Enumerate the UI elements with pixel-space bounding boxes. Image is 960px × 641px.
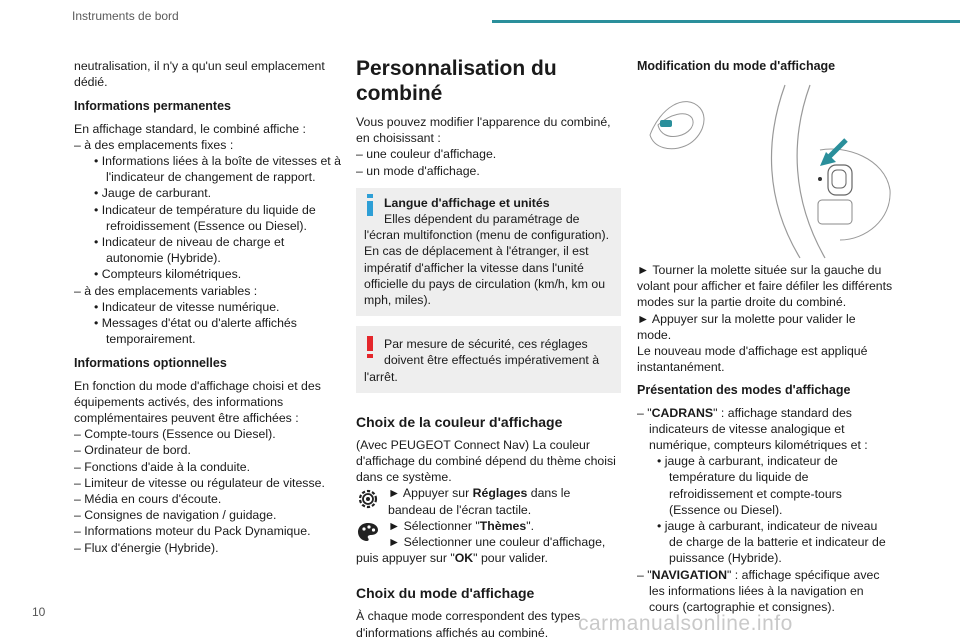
display-color-intro: (Avec PEUGEOT Connect Nav) La couleur d'affichage du combiné dépend du thème choisi dans ce système.	[356, 437, 616, 485]
step-turn-wheel: ► Tourner la molette située sur la gauche du volant pour afficher et faire défiler les différents modes sur la partie droite du combiné.	[637, 263, 893, 310]
step-press-wheel: ► Appuyer sur la molette pour valider le mode.	[637, 311, 856, 342]
mode-nav-name: NAVIGATION	[651, 567, 727, 582]
warning-text-continued: l'arrêt.	[364, 369, 398, 384]
warning-icon	[365, 336, 375, 358]
header-accent-bar	[492, 20, 960, 23]
step-settings-bold: Réglages	[472, 486, 528, 501]
info-box-text: Elles dépendent du paramétrage de	[384, 212, 580, 227]
optional-item: – Média en cours d'écoute.	[74, 492, 222, 507]
variable-subitem: • Indicateur de vitesse numérique.	[94, 299, 280, 314]
mode-dials-name: CADRANS	[651, 405, 714, 420]
mode-dials-desc: " : affichage standard des indicateurs de vitesse analogique et numérique, compteurs kilométriques et :	[649, 405, 868, 453]
fixed-subitem: • Jauge de carburant.	[94, 186, 212, 201]
mode-nav-pre: – "	[637, 567, 652, 582]
palette-icon	[356, 520, 380, 544]
step-settings	[356, 485, 621, 517]
step-settings-pre: ► Appuyer sur	[388, 486, 473, 501]
optional-item: – Compte-tours (Essence ou Diesel).	[74, 427, 276, 442]
permanent-intro: En affichage standard, le combiné affiche :	[74, 121, 306, 136]
mode-nav-desc: " : affichage spécifique avec les informations liées à la navigation en cours (cartographie et consignes).	[649, 567, 880, 615]
step-validate-bold: OK	[454, 551, 474, 566]
column-right-text	[637, 262, 893, 615]
info-box-text-continued: l'écran multifonction (menu de configuration). En cas de déplacement à l'étranger, il est impératif d'afficher la vitesse dans l'unité officielle du pays de circulation (km/h, km ou mph, miles).	[364, 228, 609, 308]
step-result: Le nouveau mode d'affichage est appliqué instantanément.	[637, 344, 868, 375]
step-themes-pre: ► Sélectionner "	[388, 518, 480, 533]
heading-permanent-info: Informations permanentes	[74, 99, 231, 114]
optional-item: – Fonctions d'aide à la conduite.	[74, 459, 250, 474]
step-themes-bold: Thèmes	[479, 518, 527, 533]
intro-item: – un mode d'affichage.	[356, 163, 480, 178]
info-box-language	[356, 188, 621, 316]
step-validate-post: " pour valider.	[473, 551, 548, 566]
optional-item: – Ordinateur de bord.	[74, 443, 191, 458]
step-validate-pre: puis appuyer sur "	[356, 551, 455, 566]
display-mode-intro: À chaque mode correspondent des types d'informations affichés au combiné.	[356, 609, 581, 640]
optional-intro: En fonction du mode d'affichage choisi et des équipements activés, des informations complémentaires peuvent être affichées :	[74, 378, 321, 426]
column-left	[74, 58, 342, 556]
step-select-color: ► Sélectionner une couleur d'affichage,	[388, 535, 606, 550]
variable-subitem: • Messages d'état ou d'alerte affichés temporairement.	[94, 316, 297, 347]
customization-intro: Vous pouvez modifier l'apparence du combiné, en choisissant :	[356, 115, 611, 146]
optional-item: – Flux d'énergie (Hybride).	[74, 540, 219, 555]
step-settings-post: dans le bandeau de l'écran tactile.	[388, 486, 571, 517]
heading-change-mode: Modification du mode d'affichage	[637, 59, 836, 73]
info-icon	[365, 194, 375, 216]
fixed-subitem: • Indicateur de température du liquide de refroidissement (Essence ou Diesel).	[94, 202, 316, 233]
fixed-locations-item: – à des emplacements fixes :	[74, 137, 234, 152]
gear-icon	[356, 487, 380, 511]
column-right	[637, 58, 893, 80]
fixed-subitem: • Indicateur de niveau de charge et autonomie (Hybride).	[94, 235, 285, 266]
steering-wheel-illustration	[640, 80, 892, 260]
fixed-subitem: • Informations liées à la boîte de vitesses et à l'indicateur de changement de rapport.	[94, 154, 341, 185]
step-themes-post: ".	[526, 518, 535, 533]
page-number: 10	[32, 605, 46, 619]
column-middle	[356, 56, 621, 641]
mode-dials-subitem: • jauge à carburant, indicateur de température du liquide de refroidissement et compte-tours (Essence ou Diesel).	[657, 454, 842, 517]
heading-modes-presentation: Présentation des modes d'affichage	[637, 383, 851, 398]
heading-display-color: Choix de la couleur d'affichage	[356, 413, 563, 430]
info-box-title: Langue d'affichage et unités	[384, 195, 550, 210]
variable-locations-item: – à des emplacements variables :	[74, 283, 258, 298]
mode-dials-subitem: • jauge à carburant, indicateur de niveau de charge de la batterie et indicateur de puissance (Hybride).	[657, 519, 886, 566]
warning-text: Par mesure de sécurité, ces réglages doivent être effectués impérativement à	[384, 337, 600, 368]
running-header: Instruments de bord	[72, 9, 179, 23]
warning-box-safety	[356, 326, 621, 393]
mode-dials-pre: – "	[637, 405, 652, 420]
heading-optional-info: Informations optionnelles	[74, 356, 227, 371]
heading-display-mode: Choix du mode d'affichage	[356, 585, 535, 602]
optional-item: – Informations moteur du Pack Dynamique.	[74, 524, 311, 539]
step-themes	[356, 518, 621, 550]
section-title: Personnalisation du combiné	[356, 57, 557, 105]
optional-item: – Limiteur de vitesse ou régulateur de vitesse.	[74, 475, 325, 490]
optional-item: – Consignes de navigation / guidage.	[74, 508, 277, 523]
intro-item: – une couleur d'affichage.	[356, 147, 497, 162]
intro-paragraph: neutralisation, il n'y a qu'un seul emplacement dédié.	[74, 59, 325, 90]
watermark: carmanualsonline.info	[578, 612, 793, 635]
fixed-subitem: • Compteurs kilométriques.	[94, 267, 242, 282]
